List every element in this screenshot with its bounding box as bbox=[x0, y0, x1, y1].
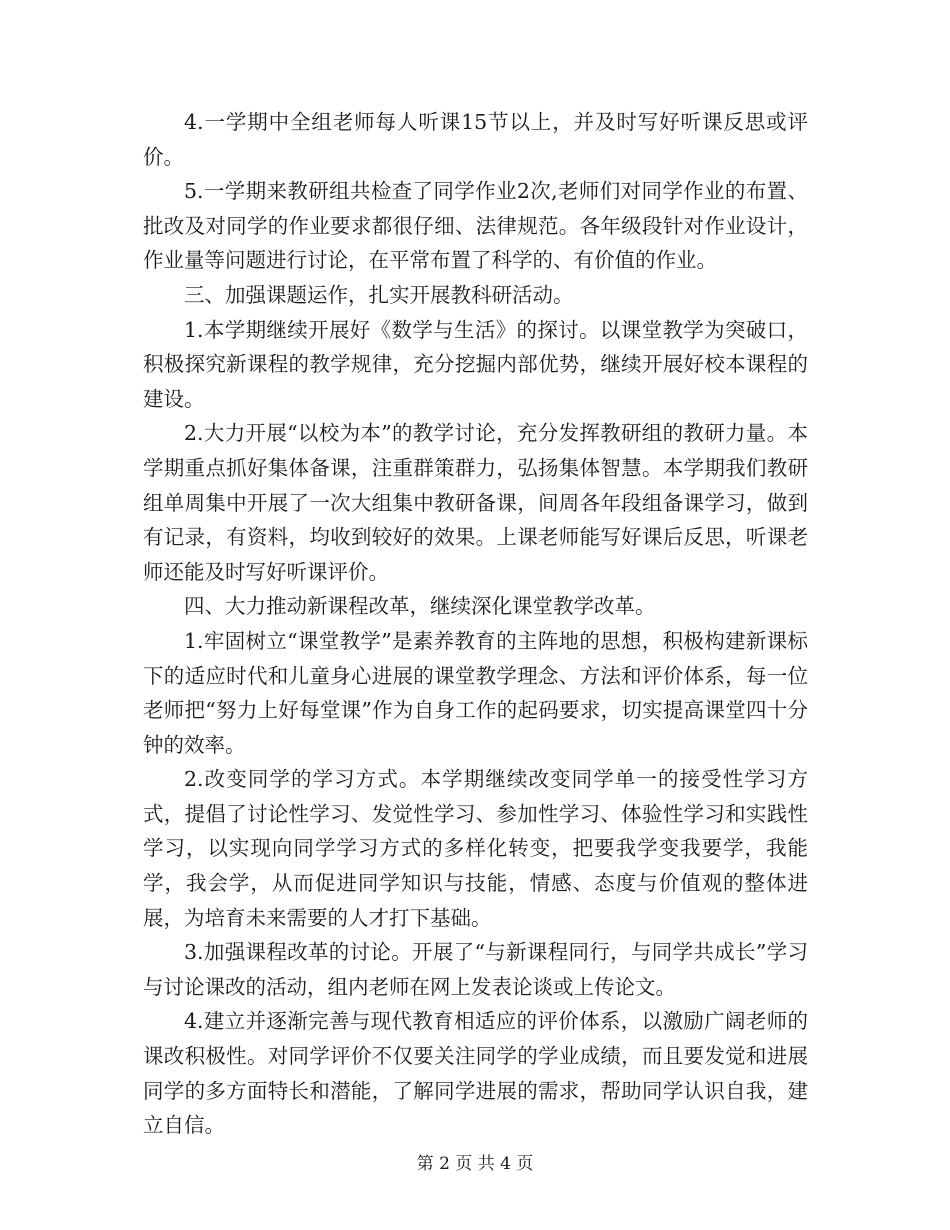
paragraph-8: 4.建立并逐渐完善与现代教育相适应的评价体系，以激励广阔老师的课改积极性。对同学评价不仅要关注同学的学业成绩，而且要发觉和进展同学的多方面特长和潜能，了解同学进展的需求，帮助同学认识自我，建立自信。 bbox=[143, 1009, 808, 1138]
page-number-footer: 第 2 页 共 4 页 bbox=[416, 1154, 534, 1174]
paragraph-4: 2.大力开展“以校为本”的教学讨论，充分发挥教研组的教研力量。本学期重点抓好集体备课，注重群策群力，弘扬集体智慧。本学期我们教研组单周集中开展了一次大组集中教研备课，间周各年段组备课学习，做到有记录，有资料，均收到较好的效果。上课老师能写好课后反思，听课老师还能及时写好听课评价。 bbox=[143, 421, 808, 584]
paragraph-1: 4.一学期中全组老师每人听课15节以上，并及时写好听课反思或评价。 bbox=[143, 110, 808, 169]
paragraph-6: 2.改变同学的学习方式。本学期继续改变同学单一的接受性学习方式，提倡了讨论性学习、发觉性学习、参加性学习、体验性学习和实践性学习，以实现向同学学习方式的多样化转变，把要我学变我要学，我能学，我会学，从而促进同学知识与技能，情感、态度与价值观的整体进展，为培育未来需要的人才打下基础。 bbox=[143, 767, 808, 930]
paragraph-7: 3.加强课程改革的讨论。开展了“与新课程同行，与同学共成长”学习与讨论课改的活动，组内老师在网上发表论谈或上传论文。 bbox=[143, 940, 808, 999]
section-heading-4: 四、大力推动新课程改革，继续深化课堂教学改革。 bbox=[184, 594, 656, 619]
paragraph-3: 1.本学期继续开展好《数学与生活》的探讨。以课堂教学为突破口，积极探究新课程的教学规律，充分挖掘内部优势，继续开展好校本课程的建设。 bbox=[143, 317, 808, 411]
section-heading-3: 三、加强课题运作，扎实开展教科研活动。 bbox=[184, 282, 574, 307]
document-body bbox=[143, 105, 808, 1143]
paragraph-5: 1.牢固树立“课堂教学”是素养教育的主阵地的思想，积极构建新课标下的适应时代和儿童身心进展的课堂教学理念、方法和评价体系，每一位老师把“努力上好每堂课”作为自身工作的起码要求，切实提高课堂四十分钟的效率。 bbox=[143, 628, 808, 757]
paragraph-2: 5.一学期来教研组共检查了同学作业2次,老师们对同学作业的布置、批改及对同学的作业要求都很仔细、法律规范。各年级段针对作业设计，作业量等问题进行讨论，在平常布置了科学的、有价值的作业。 bbox=[143, 179, 808, 273]
